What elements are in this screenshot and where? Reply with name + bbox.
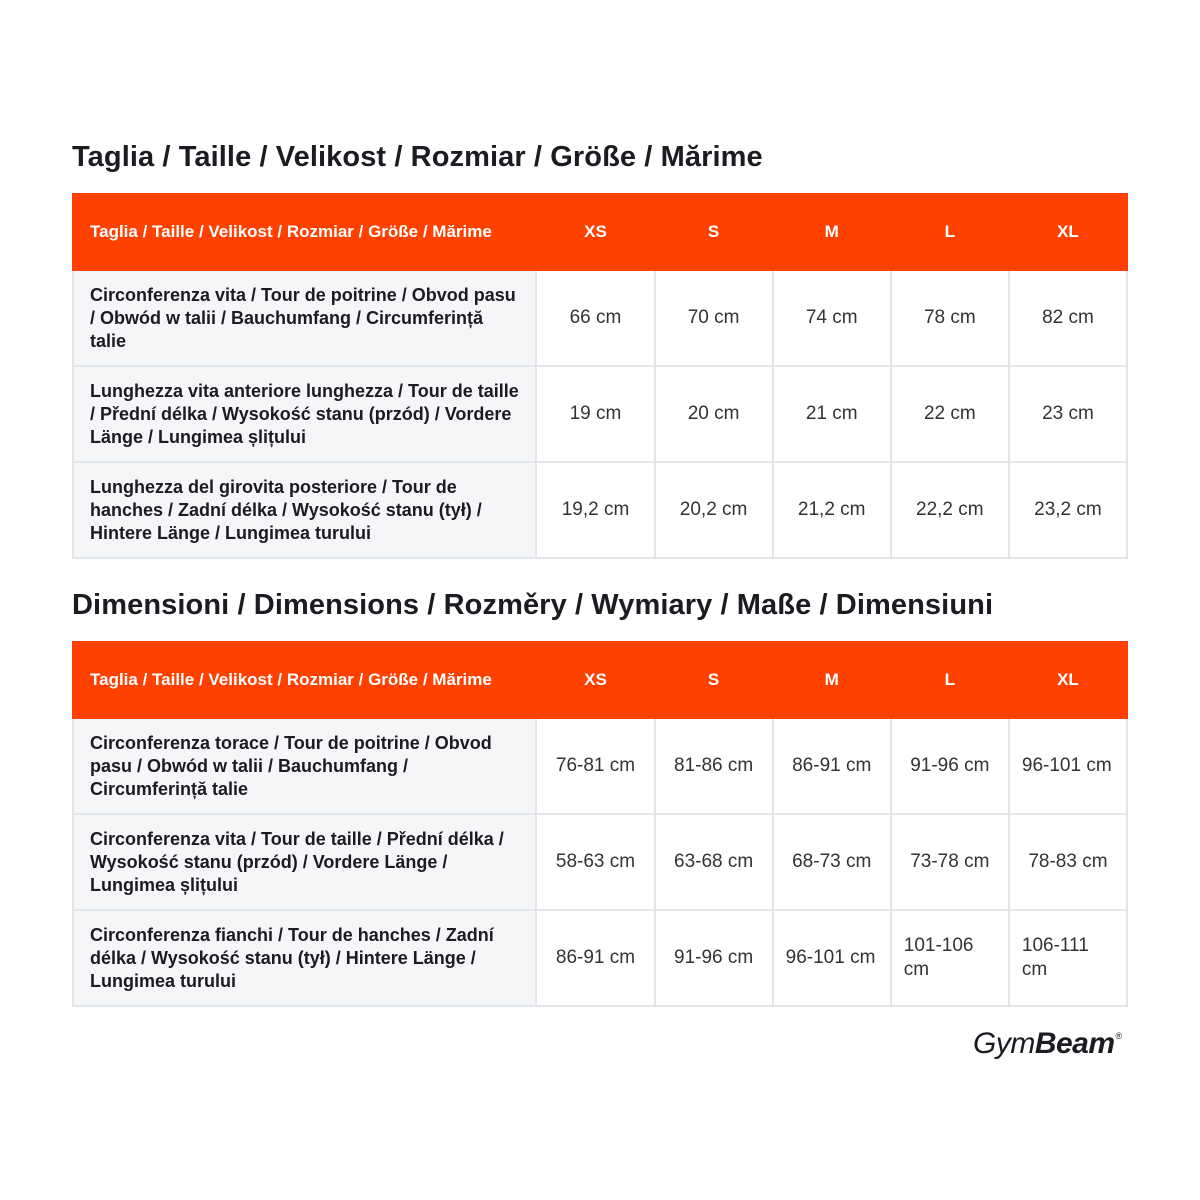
header-size-xs: XS — [536, 194, 654, 270]
gymbeam-logo — [973, 1027, 1122, 1061]
table-cell: 76-81 cm — [536, 718, 654, 814]
table-cell: 23,2 cm — [1009, 462, 1127, 558]
table-cell: 101-106 cm — [891, 910, 1009, 1006]
table-cell: 78-83 cm — [1009, 814, 1127, 910]
table-cell: 96-101 cm — [1009, 718, 1127, 814]
table-cell: 91-96 cm — [891, 718, 1009, 814]
registered-mark: ® — [1115, 1031, 1122, 1041]
table-cell: 74 cm — [773, 270, 891, 366]
table-cell: 66 cm — [536, 270, 654, 366]
header-size-xl: XL — [1009, 194, 1127, 270]
table-cell: 86-91 cm — [536, 910, 654, 1006]
table-row — [73, 910, 1127, 1006]
dimensions-table — [72, 641, 1128, 1007]
table-cell: 73-78 cm — [891, 814, 1009, 910]
table-cell: 22 cm — [891, 366, 1009, 462]
logo-text-gym: Gym — [973, 1027, 1035, 1060]
row-label: Circonferenza torace / Tour de poitrine / Obvod pasu / Obwód w talii / Bauchumfang / Circumferință talie — [73, 718, 536, 814]
table-cell: 68-73 cm — [773, 814, 891, 910]
row-label: Circonferenza vita / Tour de taille / Přední délka / Wysokość stanu (przód) / Vordere Länge / Lungimea șlițului — [73, 814, 536, 910]
row-label: Circonferenza fianchi / Tour de hanches / Zadní délka / Wysokość stanu (tył) / Hintere Länge / Lungimea turului — [73, 910, 536, 1006]
table-cell: 23 cm — [1009, 366, 1127, 462]
table-row — [73, 718, 1127, 814]
table-cell: 63-68 cm — [655, 814, 773, 910]
table-cell: 86-91 cm — [773, 718, 891, 814]
row-label: Circonferenza vita / Tour de poitrine / Obvod pasu / Obwód w talii / Bauchumfang / Circumferință talie — [73, 270, 536, 366]
row-label: Lunghezza del girovita posteriore / Tour de hanches / Zadní délka / Wysokość stanu (tył) / Hintere Länge / Lungimea turului — [73, 462, 536, 558]
table-cell: 96-101 cm — [773, 910, 891, 1006]
header-size-label: Taglia / Taille / Velikost / Rozmiar / Größe / Mărime — [73, 194, 536, 270]
table-row — [73, 814, 1127, 910]
table-cell: 78 cm — [891, 270, 1009, 366]
table-row — [73, 366, 1127, 462]
table-header-row — [73, 642, 1127, 718]
table-cell: 81-86 cm — [655, 718, 773, 814]
table-cell: 70 cm — [655, 270, 773, 366]
table-cell: 22,2 cm — [891, 462, 1009, 558]
table-header-row — [73, 194, 1127, 270]
header-size-m: M — [773, 194, 891, 270]
header-size-l: L — [891, 194, 1009, 270]
table-cell: 20,2 cm — [655, 462, 773, 558]
table-cell: 19,2 cm — [536, 462, 654, 558]
size-section-title: Taglia / Taille / Velikost / Rozmiar / Größe / Mărime — [72, 141, 763, 173]
header-size-xl: XL — [1009, 642, 1127, 718]
table-cell: 19 cm — [536, 366, 654, 462]
header-size-s: S — [655, 194, 773, 270]
size-table — [72, 193, 1128, 559]
header-size-s: S — [655, 642, 773, 718]
table-cell: 58-63 cm — [536, 814, 654, 910]
table-cell: 91-96 cm — [655, 910, 773, 1006]
table-cell: 21,2 cm — [773, 462, 891, 558]
table-cell: 20 cm — [655, 366, 773, 462]
header-size-l: L — [891, 642, 1009, 718]
dimensions-section-title: Dimensioni / Dimensions / Rozměry / Wymiary / Maße / Dimensiuni — [72, 589, 994, 621]
table-cell: 21 cm — [773, 366, 891, 462]
row-label: Lunghezza vita anteriore lunghezza / Tour de taille / Přední délka / Wysokość stanu (przód) / Vordere Länge / Lungimea șlițului — [73, 366, 536, 462]
table-row — [73, 270, 1127, 366]
logo-text-beam: Beam — [1034, 1027, 1115, 1060]
table-cell: 82 cm — [1009, 270, 1127, 366]
header-size-m: M — [773, 642, 891, 718]
table-cell: 106-111 cm — [1009, 910, 1127, 1006]
table-row — [73, 462, 1127, 558]
header-size-label: Taglia / Taille / Velikost / Rozmiar / Größe / Mărime — [73, 642, 536, 718]
header-size-xs: XS — [536, 642, 654, 718]
